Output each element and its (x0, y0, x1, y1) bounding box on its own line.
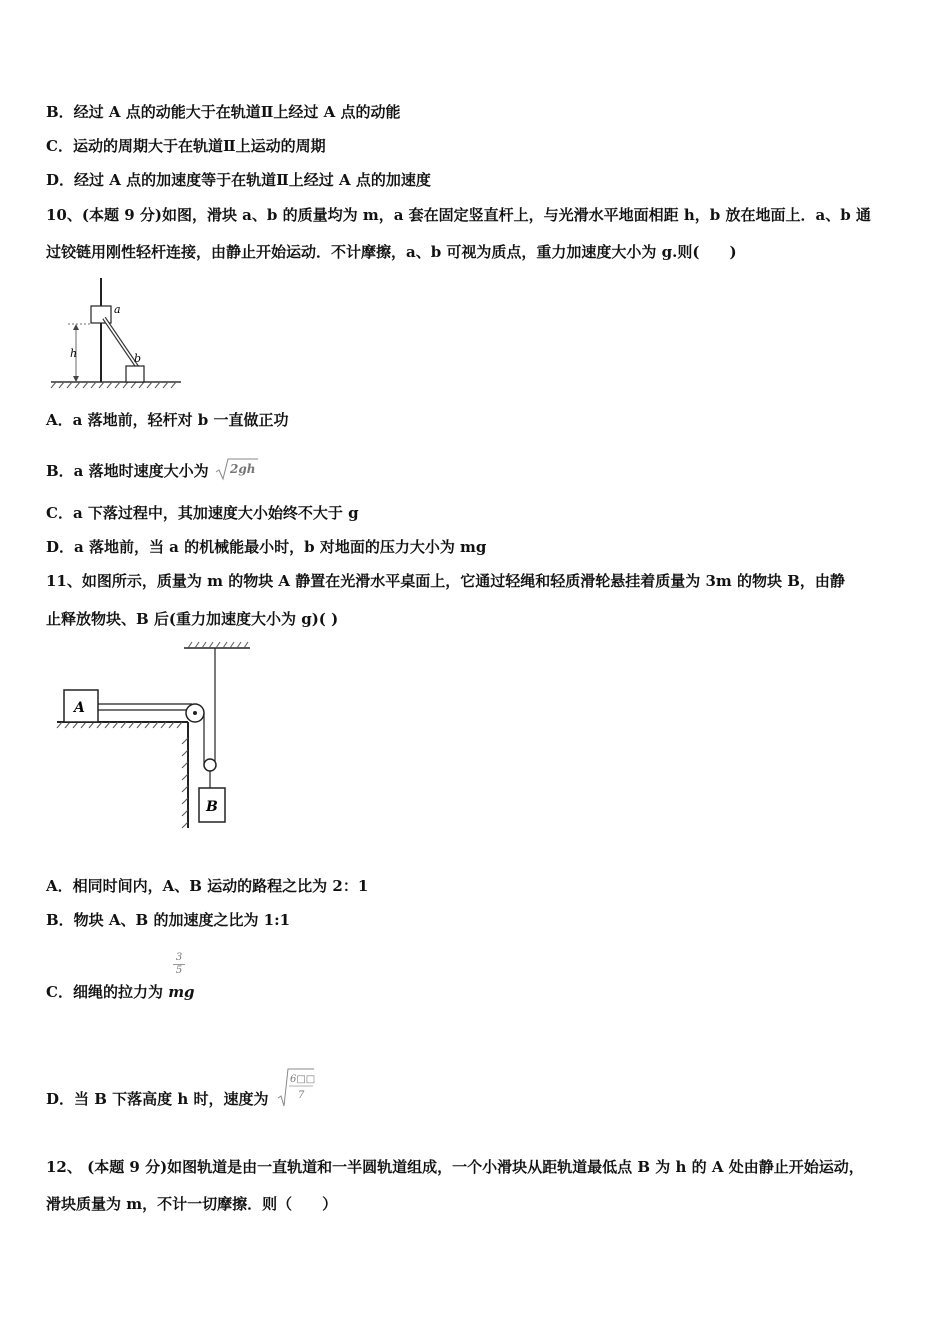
svg-text:7: 7 (298, 1090, 305, 1101)
movable-pulley (204, 759, 216, 771)
q9-option-d: D．经过 A 点的加速度等于在轨道Ⅱ上经过 A 点的加速度 (46, 171, 431, 189)
q11-option-c: C．细绳的拉力为 mg (46, 983, 195, 1001)
q12-stem-line2: 滑块质量为 m，不计一切摩擦．则（ ） (46, 1195, 338, 1213)
label-h: h (70, 347, 78, 360)
q10-option-b: B．a 落地时速度大小为 2gh (46, 456, 260, 482)
sqrt-2gh-formula (214, 456, 260, 482)
q11-c-fraction: 3 5 (173, 952, 185, 977)
q10-option-a: A．a 落地前，轻杆对 b 一直做正功 (46, 411, 289, 429)
q10-figure (46, 270, 186, 392)
q10-option-c: C．a 下落过程中，其加速度大小始终不大于 g (46, 504, 359, 522)
q11-option-d: D．当 B 下落高度 h 时，速度为 (46, 1090, 269, 1108)
label-B: B (206, 799, 218, 815)
q9-option-b: B．经过 A 点的动能大于在轨道Ⅱ上经过 A 点的动能 (46, 103, 401, 121)
q9-option-c: C．运动的周期大于在轨道Ⅱ上运动的周期 (46, 137, 326, 155)
svg-text:6□□: 6□□ (290, 1074, 316, 1085)
q11-option-a: A．相同时间内，A、B 运动的路程之比为 2：1 (46, 877, 369, 895)
label-A: A (74, 700, 85, 716)
q11-option-b: B．物块 A、B 的加速度之比为 1:1 (46, 911, 291, 929)
label-a: a (114, 303, 121, 316)
q11-stem-line1: 11、如图所示，质量为 m 的物块 A 静置在光滑水平桌面上，它通过轻绳和轻质滑轮悬挂着质量为 3m 的物块 B，由静 (46, 572, 845, 590)
q12-stem-line1: 12、 (本题 9 分)如图轨道是由一直轨道和一半圆轨道组成，一个小滑块从距轨道最低点 B 为 h 的 A 处由静止开始运动， (46, 1158, 864, 1176)
q10-stem-line1: 10、(本题 9 分)如图，滑块 a、b 的质量均为 m，a 套在固定竖直杆上，与光滑水平地面相距 h，b 放在地面上．a、b 通 (46, 206, 871, 224)
label-b: b (134, 352, 142, 365)
ground-hatching (51, 382, 176, 388)
q11-d-sqrt-fraction (276, 1066, 316, 1108)
table-hatching (57, 722, 188, 828)
q10-option-d: D．a 落地前，当 a 的机械能最小时，b 对地面的压力大小为 mg (46, 538, 487, 556)
q11-figure (52, 640, 262, 835)
q10-stem-line2: 过铰链用刚性轻杆连接，由静止开始运动．不计摩擦，a、b 可视为质点，重力加速度大小为 g.则( ) (46, 243, 737, 261)
svg-text:2gh: 2gh (229, 462, 256, 476)
ceiling-hatching (188, 642, 248, 648)
q11-stem-line2: 止释放物块、B 后(重力加速度大小为 g)( ) (46, 610, 339, 628)
block-b (126, 366, 144, 382)
